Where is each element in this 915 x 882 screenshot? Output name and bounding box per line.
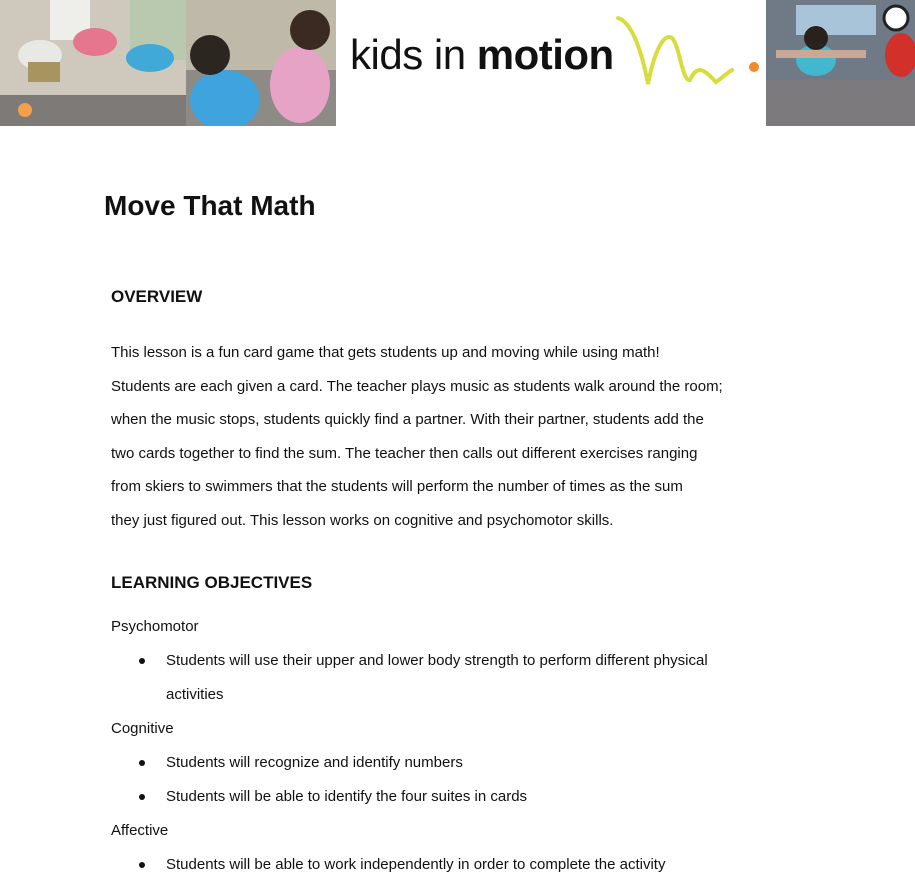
category-psychomotor: Psychomotor (111, 618, 199, 635)
objective-text: Students will be able to work independently in order to complete the activity (166, 856, 666, 873)
logo-text-regular: kids in (350, 31, 477, 78)
learning-objectives-heading: LEARNING OBJECTIVES (111, 573, 313, 592)
category-cognitive: Cognitive (111, 720, 174, 737)
objective-item (111, 780, 811, 814)
overview-line: from skiers to swimmers that the students will perform the number of times as the sum (111, 478, 683, 496)
objective-text: Students will be able to identify the four suites in cards (166, 788, 528, 805)
category-affective: Affective (111, 822, 169, 839)
kids-in-motion-logo (350, 31, 614, 78)
objective-item (111, 644, 811, 712)
objective-item (111, 746, 811, 780)
learning-objectives-list (111, 610, 811, 882)
banner-photo-left (0, 0, 336, 126)
overview-line: they just figured out. This lesson works on cognitive and psychomotor skills. (111, 511, 614, 529)
overview-line: This lesson is a fun card game that gets students up and moving while using math! (111, 344, 660, 361)
logo-text-bold: motion (476, 31, 614, 78)
bullet-icon (139, 862, 145, 868)
overview-line: when the music stops, students quickly find a partner. With their partner, students add the (111, 411, 704, 429)
objective-text-continued: activities (166, 686, 224, 703)
objective-item (111, 848, 811, 882)
document-title: Move That Math (104, 190, 316, 221)
overview-heading: OVERVIEW (111, 287, 203, 306)
header-banner (0, 0, 915, 127)
objective-text: Students will recognize and identify numbers (166, 754, 463, 771)
bullet-icon (139, 794, 145, 800)
banner-photo-right (766, 0, 915, 126)
overview-line: two cards together to find the sum. The teacher then calls out different exercises ranging (111, 444, 698, 462)
bullet-icon (139, 658, 145, 664)
bouncing-ball-swoosh-icon (612, 12, 762, 92)
overview-line: Students are each given a card. The teacher plays music as students walk around the room; (111, 377, 723, 395)
objective-text: Students will use their upper and lower body strength to perform different physical (166, 652, 708, 669)
overview-paragraph (111, 336, 811, 538)
bullet-icon (139, 760, 145, 766)
